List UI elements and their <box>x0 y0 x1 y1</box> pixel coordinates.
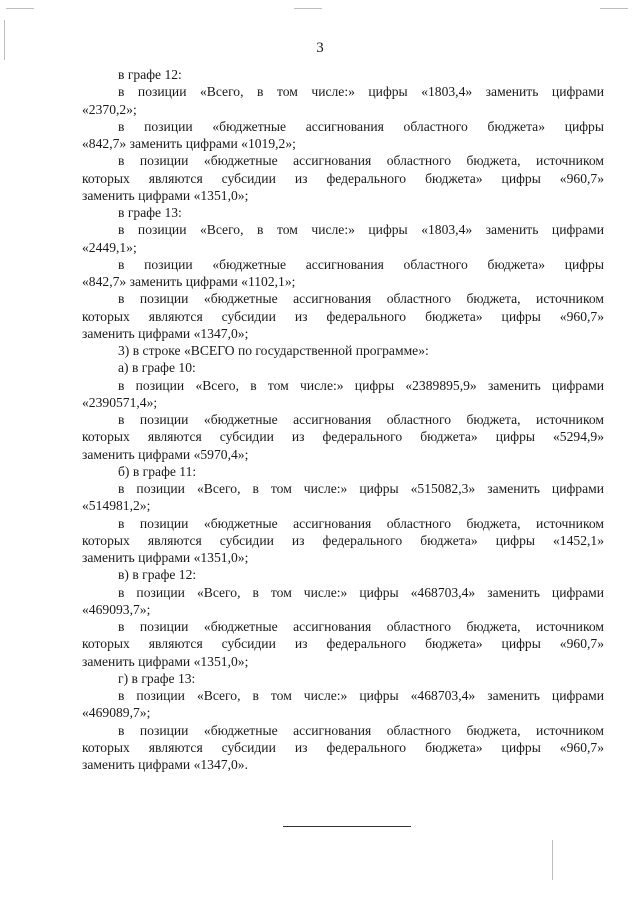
text-line: «842,7» заменить цифрами «1019,2»; <box>82 136 296 151</box>
text-line: «469093,7»; <box>82 601 151 617</box>
text-line: в позиции «бюджетные ассигнования областного бюджета, источником <box>118 722 604 738</box>
text-line: заменить цифрами «1347,0». <box>82 757 248 772</box>
text-line: а) в графе 10: <box>118 360 196 376</box>
text-line: в позиции «Всего, в том числе:» цифры «468703,4» заменить цифрами <box>118 688 604 703</box>
document-body <box>82 66 604 773</box>
text-line: заменить цифрами «5970,4»; <box>82 446 249 462</box>
text-line: которых являются субсидии из федерального бюджета» цифры «5294,9» <box>82 429 604 445</box>
text-line: в позиции «Всего, в том числе:» цифры «468703,4» заменить цифрами <box>118 584 604 600</box>
scan-artifact-top-right <box>600 8 628 9</box>
text-line: которых являются субсидии из федерального бюджета» цифры «960,7» <box>82 636 604 652</box>
text-line: «842,7» заменить цифрами «1102,1»; <box>82 274 296 289</box>
text-line: в графе 13: <box>118 205 182 220</box>
text-line: в позиции «бюджетные ассигнования областного бюджета» цифры <box>118 256 604 272</box>
text-line: «2370,2»; <box>82 101 137 117</box>
text-line: в позиции «бюджетные ассигнования областного бюджета, источником <box>118 412 604 427</box>
text-line: 3) в строке «ВСЕГО по государственной программе»: <box>118 343 429 358</box>
text-line: в позиции «Всего, в том числе:» цифры «1803,4» заменить цифрами <box>118 84 604 100</box>
text-line: в позиции «бюджетные ассигнования областного бюджета, источником <box>118 291 604 307</box>
text-line: «514981,2»; <box>82 498 151 514</box>
text-line: в позиции «Всего, в том числе:» цифры «515082,3» заменить цифрами <box>118 481 604 496</box>
text-line: в позиции «Всего, в том числе:» цифры «1803,4» заменить цифрами <box>118 222 604 238</box>
text-line: которых являются субсидии из федерального бюджета» цифры «960,7» <box>82 170 604 186</box>
text-line: заменить цифрами «1351,0»; <box>82 653 249 669</box>
text-line: заменить цифрами «1351,0»; <box>82 550 249 565</box>
text-line: «2449,1»; <box>82 239 137 255</box>
text-line: в позиции «бюджетные ассигнования областного бюджета, источником <box>118 153 604 169</box>
scan-artifact-right-edge <box>552 840 553 880</box>
text-line: «469089,7»; <box>82 705 151 721</box>
footer-rule <box>283 826 411 827</box>
text-line: б) в графе 11: <box>118 463 197 479</box>
text-line: в позиции «бюджетные ассигнования областного бюджета, источником <box>118 515 604 531</box>
text-line: в позиции «Всего, в том числе:» цифры «2389895,9» заменить цифрами <box>118 377 604 393</box>
scan-artifact-top-center <box>294 8 322 9</box>
text-line: которых являются субсидии из федерального бюджета» цифры «1452,1» <box>82 532 604 548</box>
text-line: заменить цифрами «1347,0»; <box>82 325 249 341</box>
text-line: в позиции «бюджетные ассигнования областного бюджета, источником <box>118 619 604 634</box>
page-number: 3 <box>316 40 324 56</box>
text-line: в графе 12: <box>118 67 182 82</box>
text-line: в) в графе 12: <box>118 567 197 583</box>
text-line: которых являются субсидии из федерального бюджета» цифры «960,7» <box>82 739 604 755</box>
text-line: которых являются субсидии из федерального бюджета» цифры «960,7» <box>82 308 604 324</box>
scan-artifact-top-left <box>6 8 34 9</box>
text-line: заменить цифрами «1351,0»; <box>82 187 249 203</box>
text-line: в позиции «бюджетные ассигнования областного бюджета» цифры <box>118 118 604 134</box>
text-line: «2390571,4»; <box>82 394 158 410</box>
text-line: г) в графе 13: <box>118 670 196 686</box>
